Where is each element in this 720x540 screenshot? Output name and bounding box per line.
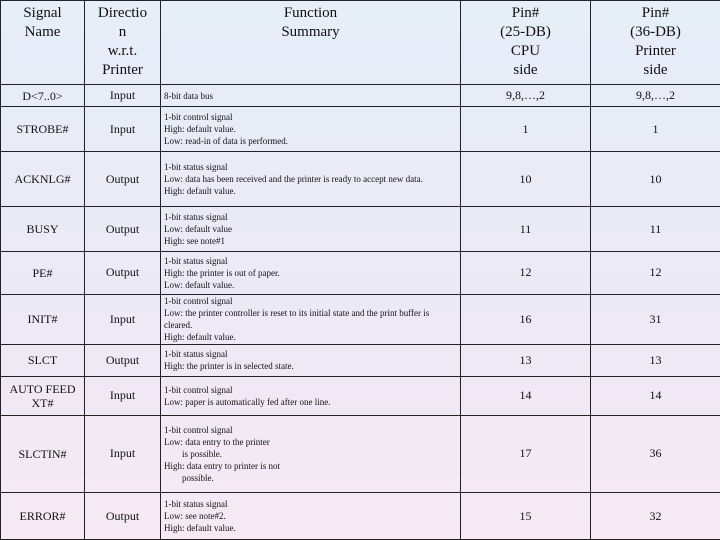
direction-cell: Input	[85, 85, 161, 107]
summary-line: High: see note#1	[164, 236, 225, 247]
direction-cell: Output	[85, 344, 161, 377]
pin-36db-cell: 10	[591, 152, 720, 207]
summary-line: High: default value.	[164, 186, 236, 197]
function-summary-cell	[161, 107, 461, 152]
summary-line: 1-bit control signal	[164, 384, 233, 395]
direction-cell: Output	[85, 207, 161, 252]
table-row	[1, 85, 720, 107]
summary-line: Low: the printer controller is reset to its initial state and the print buffer is cleared.	[164, 308, 432, 331]
pin-25db-cell: 15	[461, 493, 591, 540]
signal-name-text: PE#	[32, 265, 53, 280]
header-signal-name: Signal Name	[1, 1, 85, 85]
pin-36db-cell: 32	[591, 493, 720, 540]
signal-name-text: STROBE#	[16, 122, 69, 137]
function-summary-cell	[161, 85, 461, 107]
header-function-summary: Function Summary	[161, 1, 461, 85]
summary-line: is possible.	[164, 448, 223, 459]
direction-cell: Input	[85, 377, 161, 416]
pin-25db-cell: 12	[461, 251, 591, 294]
header-pin-36db: Pin# (36-DB) Printer side	[591, 1, 720, 85]
summary-line: High: the printer is out of paper.	[164, 267, 280, 278]
summary-line: 1-bit control signal	[164, 424, 233, 435]
summary-line: Low: paper is automatically fed after one line.	[164, 396, 331, 407]
summary-line: Low: default value.	[164, 279, 235, 290]
signal-name-text: INIT#	[27, 312, 58, 327]
summary-line: 8-bit data bus	[164, 90, 213, 101]
function-summary-cell	[161, 415, 461, 492]
table-row	[1, 493, 720, 540]
signal-name-cell	[1, 152, 85, 207]
pin-36db-cell: 1	[591, 107, 720, 152]
direction-cell: Output	[85, 152, 161, 207]
signal-name-cell	[1, 493, 85, 540]
pin-36db-cell: 14	[591, 377, 720, 416]
signal-name-text: SLCTIN#	[18, 446, 67, 461]
summary-line: High: the printer is in selected state.	[164, 361, 294, 372]
direction-cell: Input	[85, 107, 161, 152]
summary-line: High: default value.	[164, 124, 236, 135]
header-row	[1, 1, 720, 85]
summary-line: 1-bit status signal	[164, 499, 228, 510]
summary-line: High: default value.	[164, 523, 236, 534]
summary-line: Low: read-in of data is performed.	[164, 136, 288, 147]
summary-line: 1-bit status signal	[164, 349, 228, 360]
pin-36db-cell: 31	[591, 294, 720, 344]
function-summary-cell	[161, 377, 461, 416]
signal-name-text: XT#	[31, 395, 54, 410]
summary-line: Low: data has been received and the printer is ready to accept new data.	[164, 174, 423, 185]
summary-line: 1-bit status signal	[164, 162, 228, 173]
signal-name-text: SLCT	[27, 353, 58, 368]
pin-36db-cell: 36	[591, 415, 720, 492]
signal-name-text: BUSY	[26, 222, 59, 237]
pin-36db-cell: 9,8,…,2	[591, 85, 720, 107]
table-row	[1, 251, 720, 294]
summary-line: possible.	[164, 472, 214, 483]
summary-line: 1-bit status signal	[164, 255, 228, 266]
header-direction: Directio n w.r.t. Printer	[85, 1, 161, 85]
direction-cell: Input	[85, 294, 161, 344]
pin-25db-cell: 17	[461, 415, 591, 492]
signal-name-cell	[1, 251, 85, 294]
function-summary-cell	[161, 294, 461, 344]
summary-line: Low: default value	[164, 224, 232, 235]
table-row	[1, 294, 720, 344]
pin-25db-cell: 13	[461, 344, 591, 377]
pin-36db-cell: 12	[591, 251, 720, 294]
table-row	[1, 377, 720, 416]
summary-line: High: default value.	[164, 332, 236, 343]
signal-name-cell	[1, 107, 85, 152]
direction-cell: Input	[85, 415, 161, 492]
pin-25db-cell: 1	[461, 107, 591, 152]
header-pin-25db: Pin# (25-DB) CPU side	[461, 1, 591, 85]
pin-25db-cell: 14	[461, 377, 591, 416]
pin-36db-cell: 11	[591, 207, 720, 252]
signal-name-cell	[1, 377, 85, 416]
summary-line: High: data entry to printer is not	[164, 460, 280, 471]
table-row	[1, 207, 720, 252]
table-row	[1, 152, 720, 207]
summary-line: Low: data entry to the printer	[164, 436, 270, 447]
summary-line: 1-bit status signal	[164, 212, 228, 223]
table-body	[1, 85, 720, 540]
function-summary-cell	[161, 207, 461, 252]
signal-name-text: D<7..0>	[22, 88, 63, 103]
signal-name-cell	[1, 207, 85, 252]
direction-cell: Output	[85, 493, 161, 540]
summary-line: 1-bit control signal	[164, 296, 233, 307]
pin-25db-cell: 9,8,…,2	[461, 85, 591, 107]
signal-name-cell	[1, 294, 85, 344]
pin-25db-cell: 10	[461, 152, 591, 207]
function-summary-cell	[161, 493, 461, 540]
table-row	[1, 107, 720, 152]
function-summary-cell	[161, 251, 461, 294]
function-summary-cell	[161, 152, 461, 207]
signal-name-text: ACKNLG#	[14, 172, 71, 187]
summary-line: Low: see note#2.	[164, 511, 226, 522]
signal-name-text: AUTO FEED	[9, 381, 76, 396]
table-row	[1, 415, 720, 492]
summary-line: 1-bit control signal	[164, 112, 233, 123]
table-row	[1, 344, 720, 377]
signal-name-cell	[1, 85, 85, 107]
signal-name-cell	[1, 344, 85, 377]
pin-25db-cell: 16	[461, 294, 591, 344]
signal-name-text: ERROR#	[19, 509, 66, 524]
pin-36db-cell: 13	[591, 344, 720, 377]
function-summary-cell	[161, 344, 461, 377]
pin-25db-cell: 11	[461, 207, 591, 252]
direction-cell: Output	[85, 251, 161, 294]
signal-name-cell	[1, 415, 85, 492]
